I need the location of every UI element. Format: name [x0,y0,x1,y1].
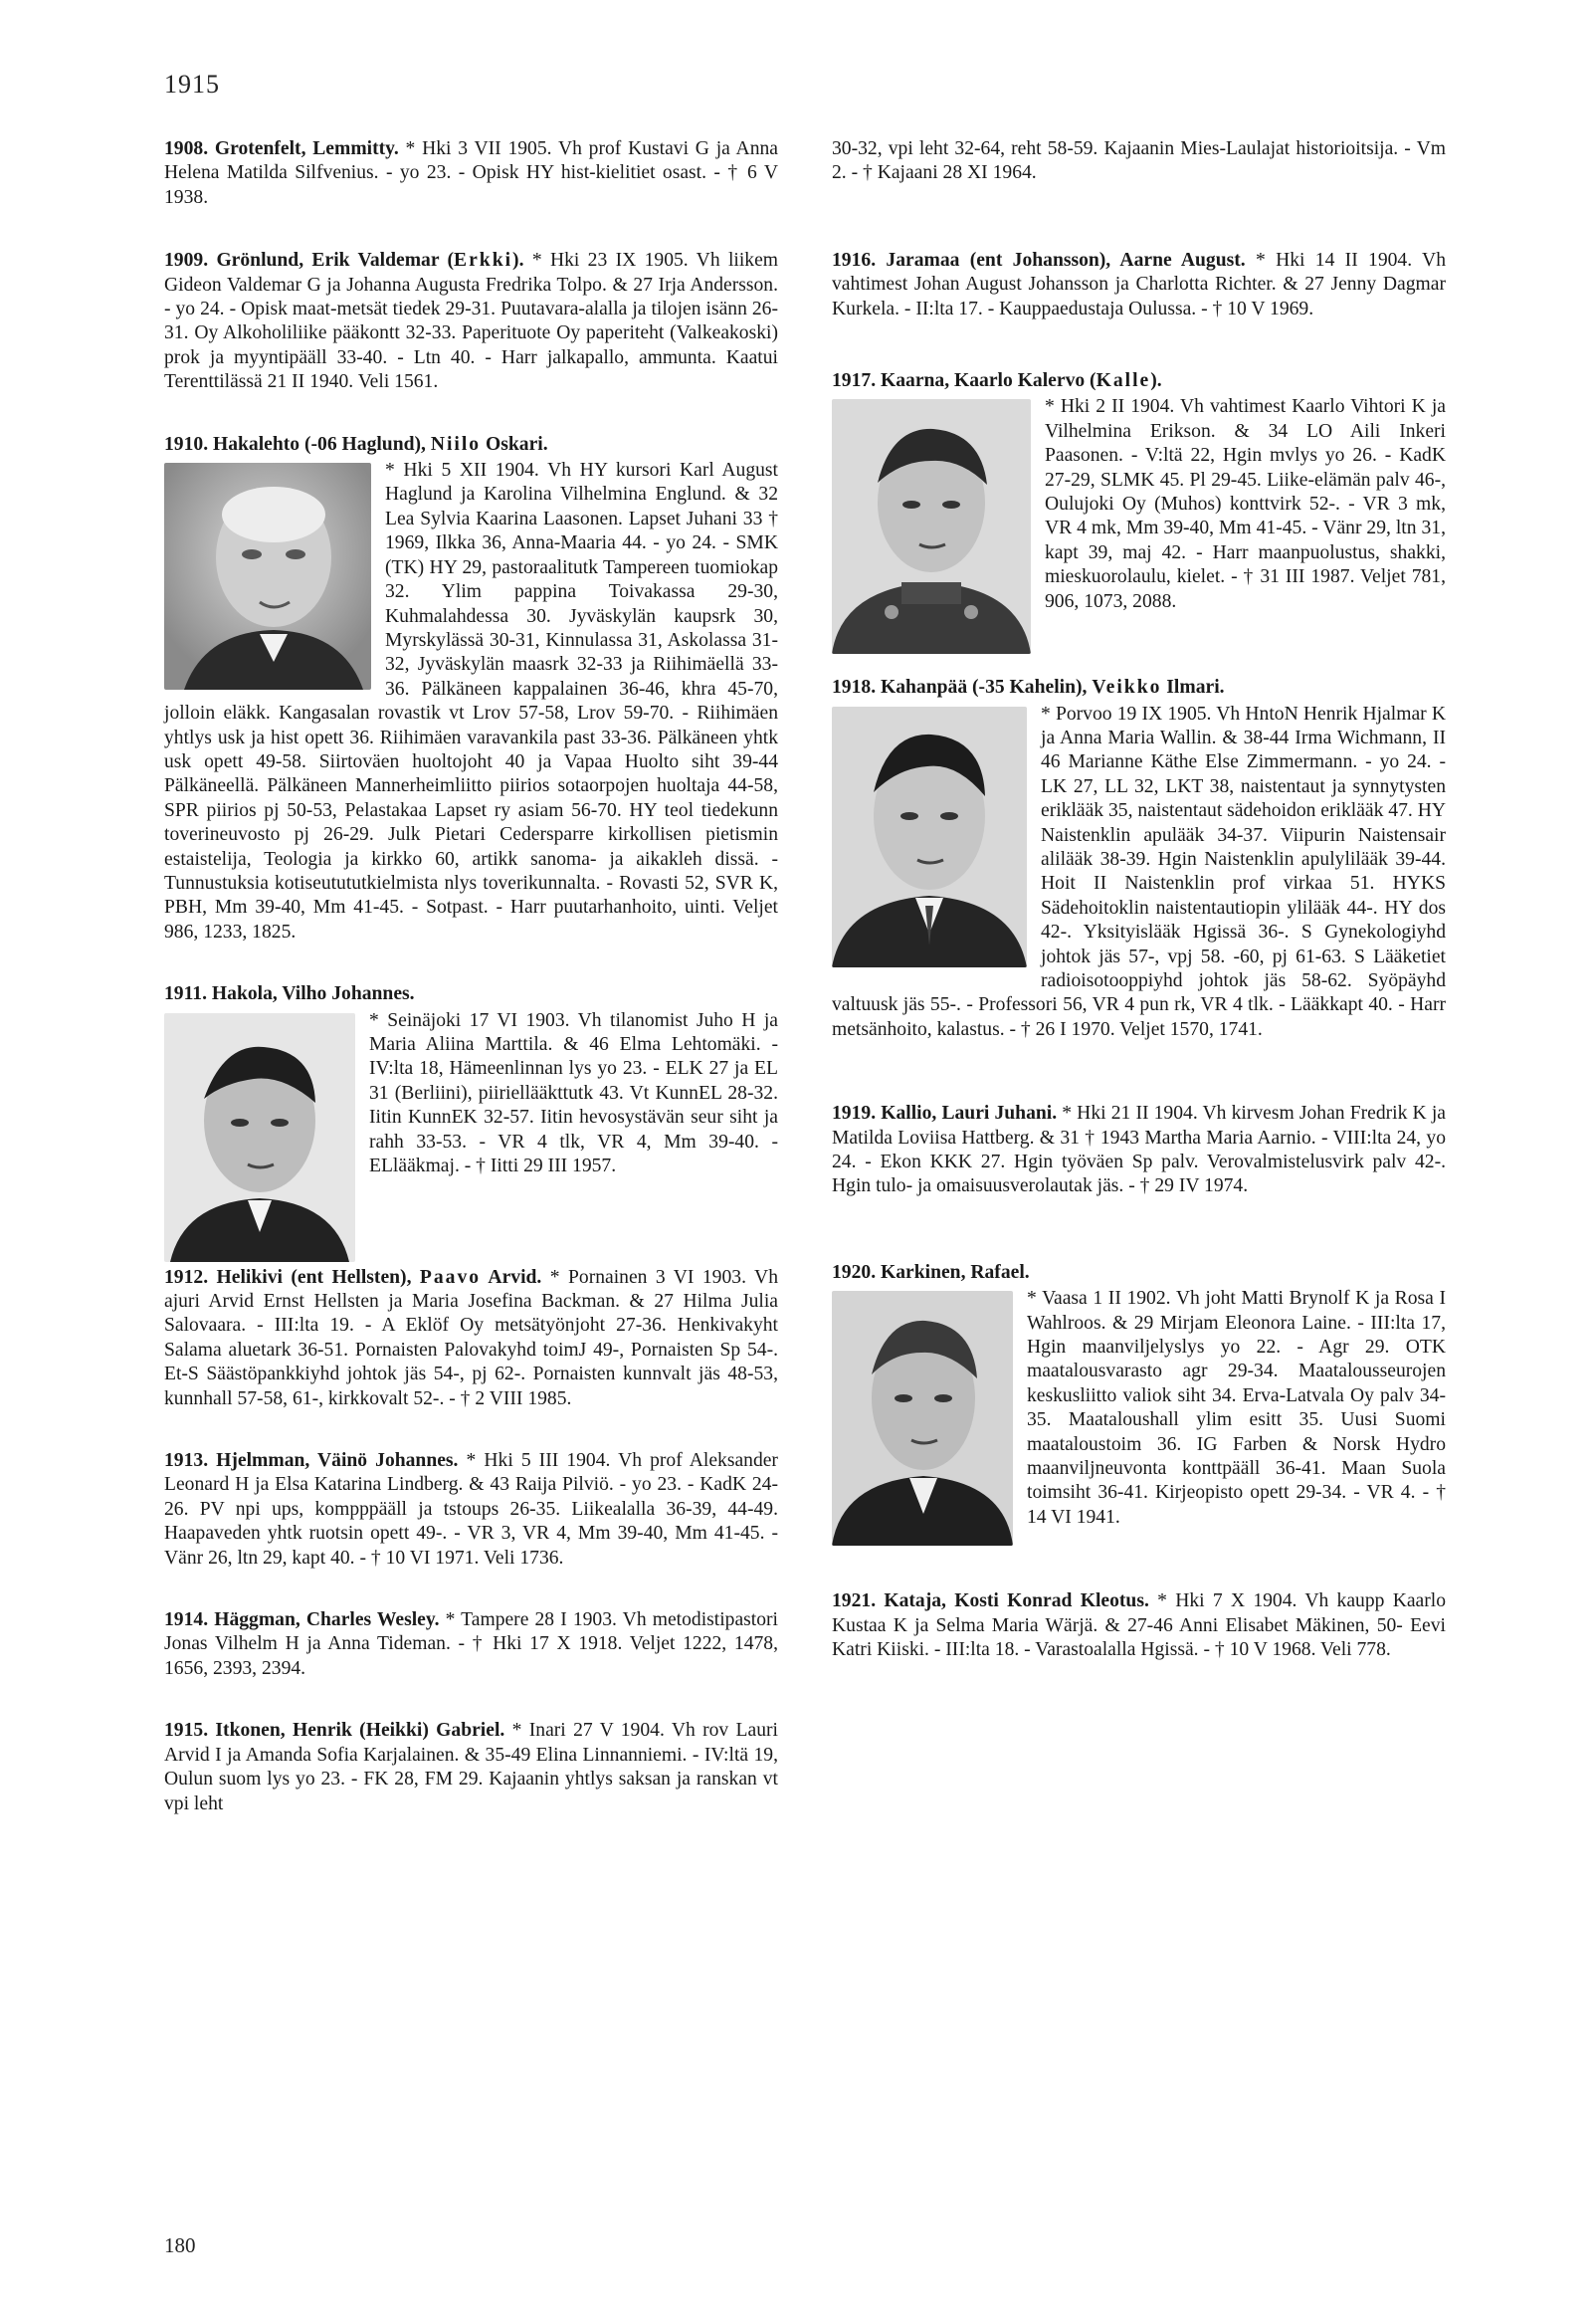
entry-name: Karkinen, Rafael. [881,1261,1030,1283]
entry-name: Grönlund, Erik Valdemar (Erkki). [216,250,524,272]
entry-name: Grotenfelt, Lemmitty. [214,138,399,159]
portrait-photo-1920 [832,1291,1013,1546]
entry-1920 [832,1261,1446,1530]
portrait-photo-1910 [164,463,371,690]
portrait-photo-1917 [832,399,1031,654]
entry-text: * Hki 14 II 1904. Vh vahtimest Johan August Johansson ja Charlotta Richter. & 27 Jenny Dagmar Kurkela. - II:lta 17. - Kauppaedustaja Oulussa. - † 10 V 1969. [832,249,1446,319]
entry-text: * Seinäjoki 17 VI 1903. Vh tilanomist Juho H ja Maria Aliina Marttila. & 46 Elma Lehtomäki. - IV:lta 18, Hämeenlinnan lys yo 23. - ELK 27 ja EL 31 (Berliini), piiriellääkttutk 43. Vt KunnEL 28-32. Iitin KunnEK 32-57. Iitin hevosystävän seur siht ja rahh 33-53. - VR 4 tlk, VR 4, Mm 39-40. - ELlääkmaj. - † Iitti 29 III 1957. [369,1009,778,1177]
entry-name: Häggman, Charles Wesley. [214,1609,440,1631]
entry-text: * Inari 27 V 1904. Vh rov Lauri Arvid I ja Amanda Sofia Karjalainen. & 35-49 Elina Linnanniemi. - IV:ltä 19, Oulun suom lys yo 23. - FK 28, FM 29. Kajaanin yhtlys saksan ja ranskan vt vpi leht [164,1720,778,1814]
entry-number: 1910. [164,433,209,455]
entry-number: 1915. [164,1720,209,1742]
entry-1914 [164,1608,778,1681]
entry-1911 [164,982,778,1178]
portrait-photo-1918 [832,707,1027,967]
entry-1913 [164,1449,778,1571]
entry-number: 1919. [832,1103,877,1125]
entry-1912 [164,1266,778,1411]
entry-text: * Hki 5 XII 1904. Vh HY kursori Karl August Haglund ja Karolina Vilhelmina Englund. & 32 Lea Sylvia Kaarina Laasonen. Lapset Juhani 33 † 1969, Ilkka 36, Anna-Maaria 44. - yo 24. - SMK (TK) HY 29, pastoraalitutk Tampereen tuomiokap 32. Ylim pappina Toivakassa 29-30, Kuhmalahdessa 30. Jyväskylän kaupsrk 30, Myrskylässä 30-31, Kinnulassa 31, Askolassa 31-32, Jyväskylän maasrk 32-33 ja Riihimäellä 33-36. Pälkäneen kappalainen 36-46, khra 45-70, jolloin eläkk. Kangasalan rovastik vt Lrov 57-58, Lrov 59-70. - Riihimäen yhtlys usk ja hist opett 36. Riihimäen varavankila past 33-36. Pälkäneen yhtk usk opett 49-58. Siirtoväen huoltojoht 40 ja Vapaa Huolto siht 39-44 Pälkäneellä. Pälkäneen Mannerheimliitto piirios sotaorpojen huoltaja 44-58, SPR piirios pj 50-53, Pelastakaa Lapset ry asiam 56-70. HY teol tiedekunn toverineuvosto pj 26-29. Julk Pietari Cedersparre kirkollisen pietismin estaistelija, Teologia ja kirkko 60, artikk sanoma- ja aikakleh dissä. - Tunnustuksia kotiseutututkielmista nlys toverikunnalta. - Rovasti 52, SVR K, PBH, Mm 39-40, Mm 41-45. - Sotpast. - Harr puutarhanhoito, uinti. Veljet 986, 1233, 1825. [164,460,778,943]
entry-number: 1916. [832,249,877,271]
entry-name: Hjelmman, Väinö Johannes. [216,1450,459,1472]
entry-name: Hakola, Vilho Johannes. [211,983,415,1005]
entry-text: * Vaasa 1 II 1902. Vh joht Matti Brynolf K ja Rosa I Wahlroos. & 29 Mirjam Eleonora Laine. - III:lta 17, Hgin maanviljelyslys yo 22. - Agr 29. OTK maatalousvarasto agr 29-34. Maatalousseurojen keskusliitto valiok siht 34. Erva-Latvala Oy palv 34-35. Maataloushall ylim esitt 35. Uusi Suomi maataloustoim 36. IG Farben & Norsk Hydro maanviljneuvonta konttpääll 36-41. Maan Suola toimsiht 36-41. Kirjeopisto opett 29-34. - VR 4. - † 14 VI 1941. [1027,1288,1446,1528]
entry-text: * Pornainen 3 VI 1903. Vh ajuri Arvid Ernst Hellsten ja Maria Josefina Backman. & 27 Hilma Julia Salovaara. - III:lta 19. - A Eklöf Oy metsätyönjoht 27-36. Henkivakyht Salama aluetark 36-51. Pornaisten Palovakyhd toimJ 49-, Pornaisten Sp 54-. Et-S Säästöpankkiyhd johtok jäs 54-, pj 62-. Pornaisten kunnvalt jäs 48-53, kunnhall 57-58, 61-, kirkkovalt 52-. - † 2 VIII 1985. [164,1266,778,1409]
entry-number: 1920. [832,1261,877,1283]
entry-1915 [164,1719,778,1816]
entry-name: Kallio, Lauri Juhani. [881,1103,1058,1125]
page-year-header: 1915 [164,70,220,99]
entry-1918 [832,676,1446,1042]
entry-text: * Porvoo 19 IX 1905. Vh HntoN Henrik Hjalmar K ja Anna Maria Wallin. & 38-44 Irma Wichmann, II 46 Marianne Käthe Else Zimmermann. - yo 24. - LK 27, LL 32, LKT 38, naistentaut ja synnytysten eriklääk 35, naistentaut sädehoidon eriklääk 47. HY Naistenklin apulääk 34-37. Viipurin Naistensair alilääk 38-39. Hgin Naistenklin apulylilääk 39-44. Hoit II Naistenklin prof virkaa 51. HYKS Sädehoitoklin naistentautiopin ylilääk 44-. HY dos 42-. Yksityislääk Hgissä 36-. S Gynekologiyhd johtok jäs 57-, vpj 58. -60, pj 61-63. S Lääketiet radioisotooppiyhd johtok jäs 58-62. Syöpäyhd valtuusk jäs 55-. - Professori 56, VR 4 pun rk, VR 4 tlk. - Lääkkapt 40. - Harr metsänhoito, kalastus. - † 26 I 1970. Veljet 1570, 1741. [832,703,1446,1040]
entry-name: Kataja, Kosti Konrad Kleotus. [884,1590,1149,1612]
entry-text: 30-32, vpi leht 32-64, reht 58-59. Kajaanin Mies-Laulajat historioitsija. - Vm 2. - † Kajaani 28 XI 1964. [832,138,1446,184]
page-number-footer: 180 [164,2233,196,2257]
entry-text: * Hki 21 II 1904. Vh kirvesm Johan Fredrik K ja Matilda Loviisa Hattberg. & 31 † 1943 Martha Maria Aarnio. - VIII:lta 24, yo 24. - Ekon KKK 27. Hgin työväen Sp palv. Verovalmistelusvirk palv 42-. Hgin tulo- ja omaisuusverolautak jäs. - † 29 IV 1974. [832,1103,1446,1197]
portrait-photo-1911 [164,1013,355,1262]
entry-number: 1911. [164,983,208,1005]
entry-text: * Tampere 28 I 1903. Vh metodistipastori Jonas Vilhelm H ja Anna Tideman. - † Hki 17 X 1918. Veljet 1222, 1478, 1656, 2393, 2394. [164,1609,778,1679]
entry-1908 [164,137,778,210]
portrait-hakalehto-image [164,463,371,690]
entry-number: 1921. [832,1590,877,1612]
entry-text: * Hki 2 II 1904. Vh vahtimest Kaarlo Vihtori K ja Vilhelmina Erikson. & 34 LO Aili Inkeri Paasonen. - V:ltä 22, Hgin mvlys yo 26. - KadK 27-29, SLMK 45. Pl 29-45. Liike-elämän palv 46-, Oulujoki Oy (Muhos) konttvirk 52-. - VR 3 mk, VR 4 mk, Mm 39-40, Mm 41-45. - Vänr 29, ltn 31, kapt 39, maj 42. - Harr maanpuolustus, shakki, mieskuorolaulu, kielet. - † 31 III 1987. Veljet 781, 906, 1073, 2088. [1045,396,1446,612]
right-column [832,137,1446,1663]
entry-number: 1908. [164,138,209,159]
entry-1917 [832,369,1446,614]
entry-name: Kaarna, Kaarlo Kalervo (Kalle). [881,370,1162,392]
entry-name: Kahanpää (-35 Kahelin), Veikko Ilmari. [881,677,1225,699]
entry-1910 [164,433,778,946]
entry-number: 1909. [164,250,209,272]
entry-text: * Hki 23 IX 1905. Vh liikem Gideon Valdemar G ja Johanna Augusta Fredrika Tolpo. & 27 Irja Andersson. - yo 24. - Opisk maat-metsät tiedek 29-31. Puutavara-alalla ja tilojen isänn 26-31. Oy Alkoholiliike pääkontt 32-33. Paperituote Oy paperiteht (Valkeakoski) prok ja myyntipääll 33-40. - Ltn 40. - Harr jalkapallo, ammunta. Kaatui Terenttilässä 21 II 1940. Veli 1561. [164,250,779,393]
portrait-karkinen-image [832,1291,1013,1546]
entry-1919 [832,1102,1446,1199]
entry-number: 1917. [832,370,877,392]
entry-number: 1914. [164,1609,209,1631]
portrait-kahanpaa-image [832,707,1027,967]
entry-text: * Hki 5 III 1904. Vh prof Aleksander Leonard H ja Elsa Katarina Lindberg. & 43 Raija Pilviö. - yo 23. - KadK 24-26. PV npi ups, kompppääll ja tstoups 26-35. Liikealalla 36-39, 44-49. Haapaveden yhtk ruotsin opett 49-. - VR 3, VR 4, Mm 39-40, Mm 41-45. - Vänr 26, ltn 29, kapt 40. - † 10 VI 1971. Veli 1736. [164,1450,778,1569]
entry-text: * Hki 3 VII 1905. Vh prof Kustavi G ja Anna Helena Matilda Silfvenius. - yo 23. - Opisk HY hist-kielitiet osast. - † 6 V 1938. [164,138,778,208]
entry-number: 1918. [832,677,877,699]
entry-1915-continued [832,137,1446,186]
entry-1921 [832,1589,1446,1662]
entry-number: 1913. [164,1450,209,1472]
entry-name: Hakalehto (-06 Haglund), Niilo Oskari. [213,433,548,455]
entry-name: Itkonen, Henrik (Heikki) Gabriel. [215,1720,505,1742]
entry-1916 [832,249,1446,321]
entry-1909 [164,249,778,394]
portrait-kaarna-image [832,399,1031,654]
portrait-hakola-image [164,1013,355,1262]
entry-number: 1912. [164,1266,209,1288]
entry-name: Helikivi (ent Hellsten), Paavo Arvid. [216,1266,542,1288]
entry-name: Jaramaa (ent Johansson), Aarne August. [886,249,1246,271]
entry-text: * Hki 7 X 1904. Vh kaupp Kaarlo Kustaa K ja Selma Maria Wärjä. & 27-46 Anni Elisabet Mäkinen, 50- Eevi Katri Kiiski. - III:lta 18. - Varastoalalla Hgissä. - † 10 V 1968. Veli 778. [832,1590,1447,1661]
left-column [164,137,778,1816]
